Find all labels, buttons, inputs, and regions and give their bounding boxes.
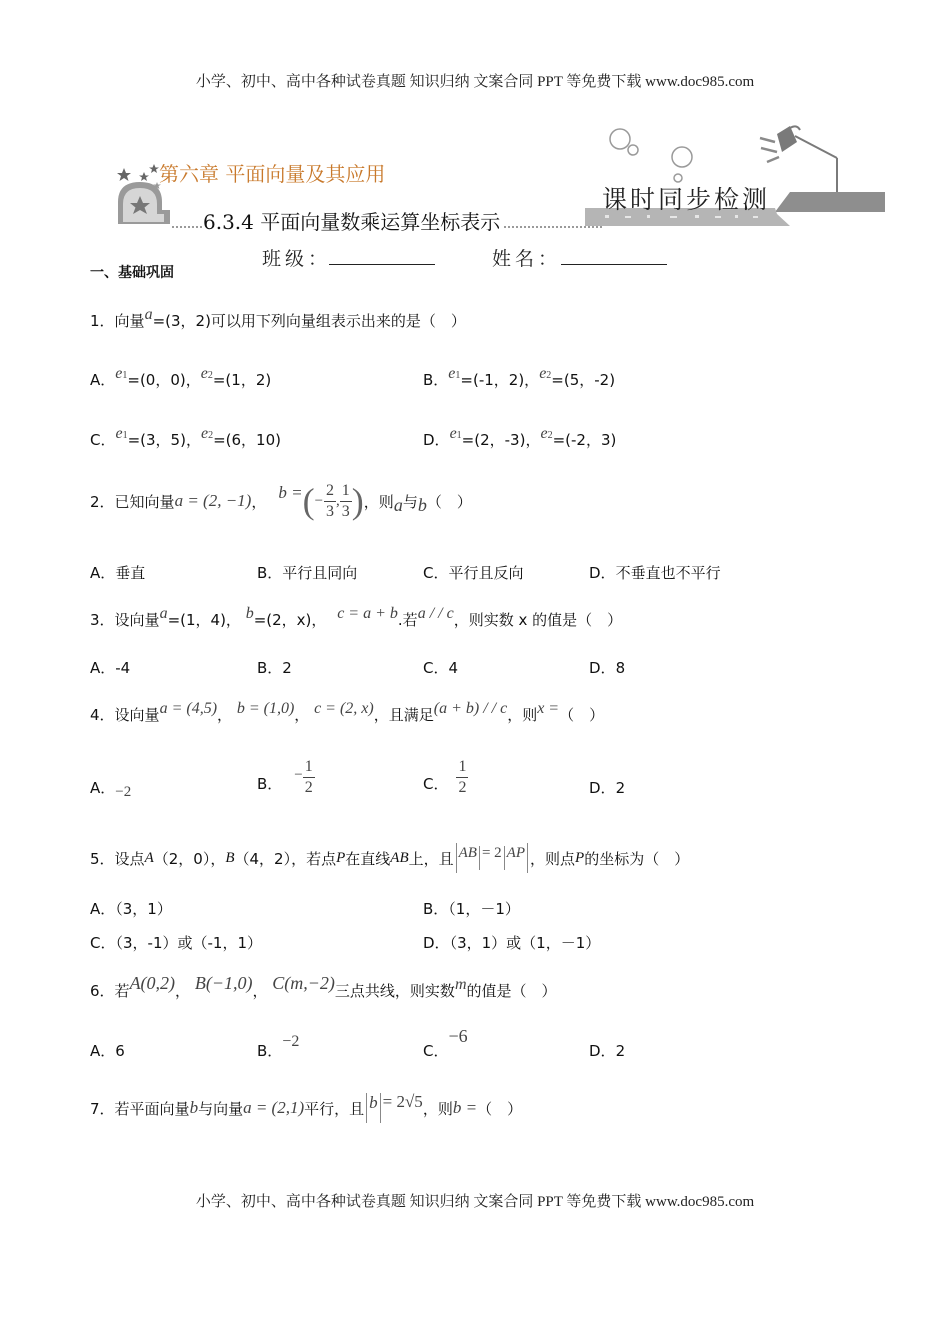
q6-option-a[interactable]: A．6	[90, 1042, 125, 1060]
q1-option-c[interactable]: C．e1=(3，5)，e2=(6，10)	[90, 425, 281, 449]
banner-title: 课时同步检测	[602, 185, 771, 214]
q4-option-a[interactable]: A．−2	[90, 779, 132, 800]
question-1: 1．向量a=(3，2)可以用下列向量组表示出来的是（ ）	[90, 306, 466, 330]
question-3: 3．设向量a=(1，4)， b=(2，x)， c = a + b.若a / / c，则实数 x 的值是（ ）	[90, 605, 623, 629]
question-7: 7． 若平面向量 b 与向量 a = (2,1) 平行，且 b = 2√5 ，则 b = （ ）	[90, 1092, 522, 1124]
question-6: 6．若A(0,2)， B(−1,0)， C(m,−2)三点共线，则实数m的值是（ ）	[90, 973, 557, 1000]
q5-option-b[interactable]: B．（1，－1）	[423, 900, 520, 918]
section-heading: 一、基础巩固	[90, 265, 174, 281]
q6-option-b[interactable]: B．−2	[257, 1033, 300, 1060]
q1-option-b[interactable]: B．e1=(-1，2)，e2=(5，-2)	[423, 365, 616, 389]
watermark-top: 小学、初中、高中各种试卷真题 知识归纳 文案合同 PPT 等免费下载 www.doc985.com	[195, 74, 755, 90]
q6-option-d[interactable]: D．2	[589, 1042, 626, 1060]
q5-option-d[interactable]: D．（3，1）或（1，－1）	[423, 934, 601, 952]
q3-option-d[interactable]: D．8	[589, 659, 626, 677]
q2-option-b[interactable]: B．平行且同向	[257, 564, 358, 582]
q1-option-a[interactable]: A．e1=(0，0)，e2=(1，2)	[90, 365, 272, 389]
q3-option-b[interactable]: B．2	[257, 659, 292, 677]
section-title: 6.3.4 平面向量数乘运算坐标表示	[203, 206, 504, 235]
q2-option-a[interactable]: A．垂直	[90, 564, 146, 582]
q5-option-a[interactable]: A．（3，1）	[90, 900, 172, 918]
q4-option-c[interactable]: C． $\frac{1}{2}$	[423, 758, 467, 796]
name-label: 姓名：	[492, 248, 562, 270]
chapter-title: 第六章 平面向量及其应用	[159, 162, 386, 186]
class-input[interactable]	[329, 264, 435, 265]
q3-option-c[interactable]: C．4	[423, 659, 459, 677]
q2-option-d[interactable]: D．不垂直也不平行	[589, 564, 721, 582]
question-4: 4．设向量a = (4,5)， b = (1,0)， c = (2, x)，且满足(a + b) / / c，则x =（ ）	[90, 700, 605, 724]
class-label: 班级：	[262, 248, 332, 270]
q6-option-c[interactable]: C．−6	[423, 1026, 468, 1060]
question-5: 5． 设点 A （2，0）， B （4，2），若点 P 在直线 AB 上，且 AB = 2 AP ，则点 P 的坐标为（ ）	[90, 840, 689, 876]
question-2: 2． 已知向量 a = (2, −1) ， b = ( − $\frac{2}{3}$ , $\frac{1}{3}$ ) ，则 a 与 b （ ）	[90, 481, 472, 521]
q3-option-a[interactable]: A．-4	[90, 659, 131, 677]
watermark-bottom: 小学、初中、高中各种试卷真题 知识归纳 文案合同 PPT 等免费下载 www.doc985.com	[195, 1194, 755, 1210]
name-input[interactable]	[561, 264, 667, 265]
q4-option-b[interactable]: B． − $\frac{1}{2}$	[257, 758, 313, 796]
q1-option-d[interactable]: D．e1=(2，-3)，e2=(-2，3)	[423, 425, 617, 449]
q2-option-c[interactable]: C．平行且反向	[423, 564, 524, 582]
q5-option-c[interactable]: C．（3，-1）或（-1，1）	[90, 934, 262, 952]
q4-option-d[interactable]: D．2	[589, 779, 626, 797]
